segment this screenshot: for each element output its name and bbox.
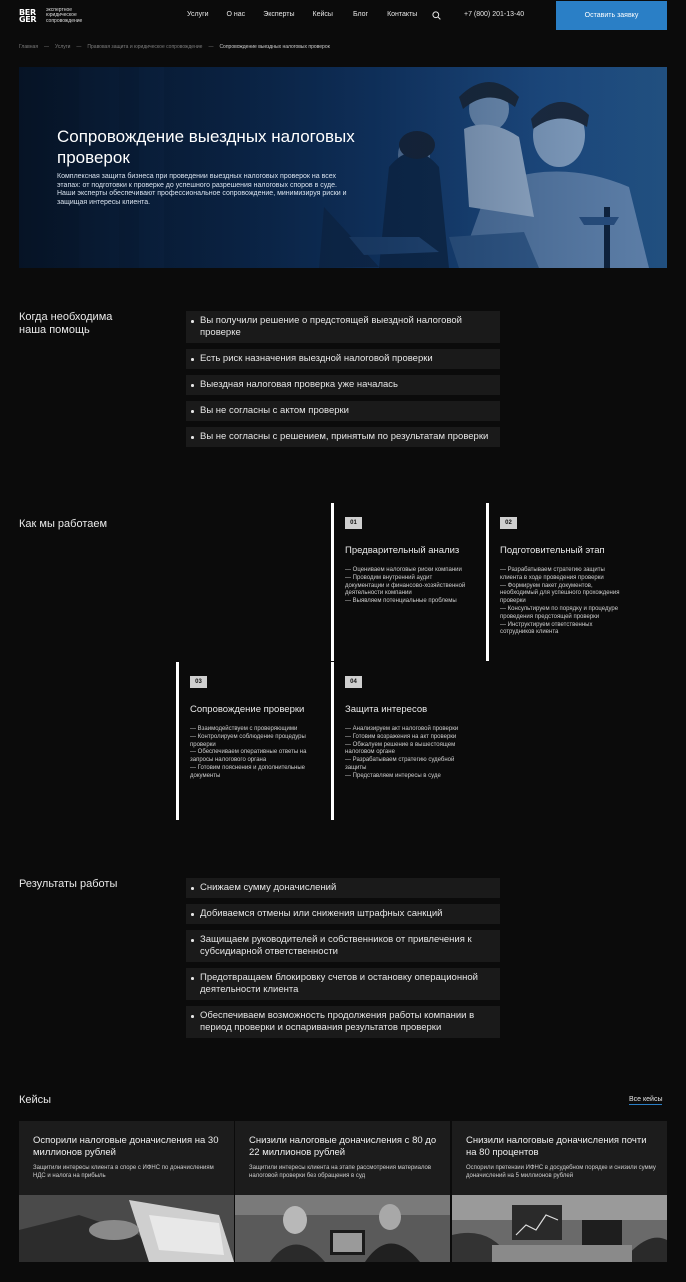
logo-mark: BER GER bbox=[19, 8, 37, 24]
list-item: Предотвращаем блокировку счетов и остановку операционной деятельности клиента bbox=[186, 968, 500, 1000]
case-title: Снизили налоговые доначисления почти на 80 процентов bbox=[466, 1135, 647, 1158]
phone-link[interactable]: +7 (800) 201-13-40 bbox=[464, 11, 525, 18]
list-item: Снижаем сумму доначислений bbox=[186, 878, 500, 898]
case-description: Защитили интересы клиента в споре с ИФНС по доначислениям НДС и налога на прибыль bbox=[33, 1165, 214, 1179]
breadcrumb bbox=[19, 44, 330, 50]
case-description: Оспорили претензии ИФНС в досудебном порядке и снизили сумму доначислений на 5 миллионов рублей bbox=[466, 1165, 656, 1179]
step-number: 02 bbox=[500, 517, 517, 529]
breadcrumb-services[interactable]: Услуги bbox=[55, 44, 71, 50]
step-text: — Оцениваем налоговые риски компании — Проводим внутренний аудит документации и финансово-хозяйственной деятельности компании — Выявляем потенциальные проблемы bbox=[345, 567, 466, 605]
when-section-title: Когда необходима наша помощь bbox=[19, 311, 113, 336]
breadcrumb-home[interactable]: Главная bbox=[19, 44, 39, 50]
step-text: — Взаимодействуем с проверяющими — Контролируем соблюдение процедуры проверки — Обеспечиваем оперативные ответы на запросы налогового органа — Готовим пояснения и дополнительные документы bbox=[190, 726, 307, 779]
case-description: Защитили интересы клиента на этапе рассмотрения материалов налоговой проверки без обращения в суд bbox=[249, 1165, 432, 1179]
list-item: Выездная налоговая проверка уже началась bbox=[186, 375, 500, 395]
case-card-1[interactable] bbox=[19, 1121, 234, 1262]
case-card-3[interactable] bbox=[452, 1121, 667, 1262]
results-section-title: Результаты работы bbox=[19, 878, 118, 890]
list-item: Вы получили решение о предстоящей выездной налоговой проверке bbox=[186, 311, 500, 343]
page-title: Сопровождение выездных налоговых проверок bbox=[57, 127, 355, 167]
request-button[interactable]: Оставить заявку bbox=[556, 1, 667, 30]
step-bar bbox=[486, 503, 489, 661]
list-item: Обеспечиваем возможность продолжения работы компании в период проверки и оспаривания результатов проверки bbox=[186, 1006, 500, 1038]
nav-item-blog[interactable]: Блог bbox=[352, 11, 369, 18]
breadcrumb-separator: — bbox=[44, 44, 50, 50]
logo-text: экспертное юридическое сопровождение bbox=[46, 6, 83, 24]
hero-banner bbox=[19, 67, 667, 268]
case-title: Снизили налоговые доначисления с 80 до 22 миллионов рублей bbox=[249, 1135, 437, 1158]
case-image bbox=[19, 1195, 234, 1262]
step-number: 01 bbox=[345, 517, 362, 529]
cases-section-title: Кейсы bbox=[19, 1094, 52, 1106]
case-title: Оспорили налоговые доначисления на 30 миллионов рублей bbox=[33, 1135, 219, 1158]
step-text: — Анализируем акт налоговой проверки — Готовим возражения на акт проверки — Обжалуем решение в вышестоящем налоговом органе — Разрабатываем стратегию судебной защиты — Представляем интересы в суде bbox=[345, 726, 459, 779]
list-item: Добиваемся отмены или снижения штрафных санкций bbox=[186, 904, 500, 924]
step-number: 04 bbox=[345, 676, 362, 688]
nav-item-experts[interactable]: Эксперты bbox=[263, 11, 295, 18]
step-bar bbox=[176, 662, 179, 820]
step-title: Защита интересов bbox=[345, 704, 428, 715]
breadcrumb-legal[interactable]: Правовая защита и юридическое сопровождение bbox=[87, 44, 203, 50]
step-text: — Разрабатываем стратегию защиты клиента в ходе проведения проверки — Формируем пакет документов, необходимый для успешного прохождения проверки — Консультируем по порядку и процедуре проведения предстоящей проверки — Инструктируем ответственных сотрудников клиента bbox=[500, 567, 620, 636]
list-item: Вы не согласны с решением, принятым по результатам проверки bbox=[186, 427, 500, 447]
list-item: Есть риск назначения выездной налоговой проверки bbox=[186, 349, 500, 369]
breadcrumb-separator: — bbox=[208, 44, 214, 50]
step-bar bbox=[331, 662, 334, 820]
breadcrumb-separator: — bbox=[76, 44, 82, 50]
results-list bbox=[186, 878, 500, 1044]
case-image bbox=[235, 1195, 450, 1262]
step-title: Подготовительный этап bbox=[500, 545, 605, 556]
search-icon[interactable] bbox=[432, 11, 441, 20]
case-card-2[interactable] bbox=[235, 1121, 450, 1262]
how-section-title: Как мы работаем bbox=[19, 518, 108, 530]
step-title: Сопровождение проверки bbox=[190, 704, 305, 715]
step-title: Предварительный анализ bbox=[345, 545, 460, 556]
breadcrumb-current: Сопровождение выездных налоговых проверок bbox=[219, 44, 330, 50]
list-item: Защищаем руководителей и собственников от привлечения к субсидиарной ответственности bbox=[186, 930, 500, 962]
nav-item-cases[interactable]: Кейсы bbox=[312, 11, 333, 18]
site-header bbox=[0, 0, 686, 30]
all-cases-link[interactable]: Все кейсы bbox=[629, 1096, 663, 1103]
main-nav bbox=[187, 11, 417, 18]
nav-item-services[interactable]: Услуги bbox=[187, 11, 209, 18]
logo[interactable] bbox=[19, 8, 89, 24]
step-bar bbox=[331, 503, 334, 661]
hero-description: Комплексная защита бизнеса при проведении выездных налоговых проверок на всех этапах: от подготовки к проверке до успешного разрешения налоговых споров в суде. Наши эксперты обеспечивают профессиональное сопровождение, минимизируя риски и защищая интересы клиента. bbox=[57, 173, 347, 206]
nav-item-about[interactable]: О нас bbox=[226, 11, 246, 18]
case-image bbox=[452, 1195, 667, 1262]
step-number: 03 bbox=[190, 676, 207, 688]
list-item: Вы не согласны с актом проверки bbox=[186, 401, 500, 421]
when-list bbox=[186, 311, 500, 453]
nav-item-contacts[interactable]: Контакты bbox=[387, 11, 418, 18]
